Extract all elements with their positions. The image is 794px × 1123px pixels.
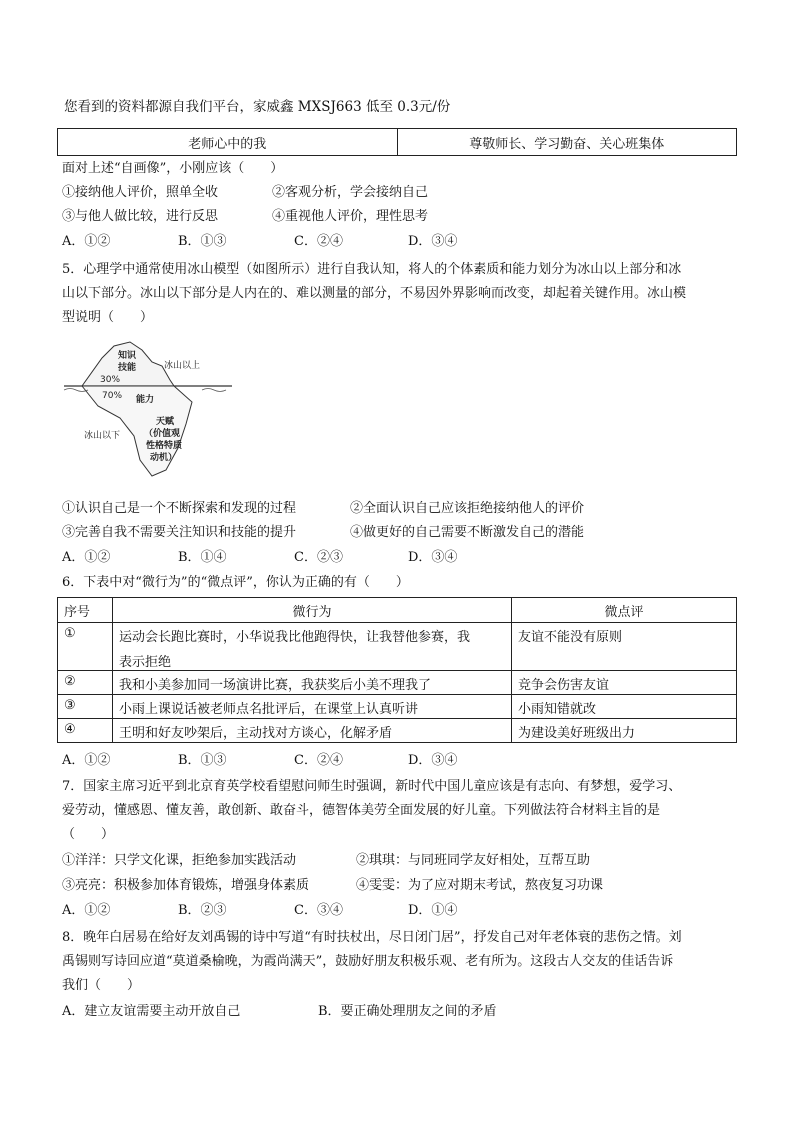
label-talent-line4: 动机） — [150, 453, 178, 463]
q7-stem-line2: 爱劳动，懂感恩、懂友善，敢创新、敢奋斗，德智体美劳全面发展的好儿童。下列做法符合材料主旨的是 — [62, 803, 661, 818]
label-talent-line3: 性格特质 — [146, 441, 183, 451]
row-comment: 小雨知错就改 — [512, 695, 737, 719]
row-behavior: 我和小美参加同一场演讲比赛，我获奖后小美不理我了 — [113, 671, 512, 695]
q8-stem-line3: 我们（ ） — [62, 978, 141, 993]
table-row — [58, 129, 737, 156]
row-comment: 竞争会伤害友谊 — [512, 671, 737, 695]
label-talent-line2: （价值观 — [144, 429, 181, 439]
q8-stem-line2: 禹锡则写诗回应道“莫道桑榆晚，为霞尚满天”，鼓励好朋友积极乐观、老有所为。这段古人交友的佳话告诉 — [62, 954, 674, 969]
q7-choice-d: D．①④ — [408, 903, 458, 918]
col-header-comment: 微点评 — [512, 598, 737, 623]
q4-choice-a: A．①② — [62, 234, 111, 249]
row-comment: 为建设美好班级出力 — [512, 719, 737, 743]
q5-option-4: ④做更好的自己需要不断激发自己的潜能 — [350, 525, 585, 540]
label-above: 冰山以上 — [164, 361, 201, 371]
q4-option-2: ②客观分析，学会接纳自己 — [272, 185, 429, 200]
table-row — [58, 671, 737, 695]
table-row — [58, 719, 737, 743]
q7-option-4: ④雯雯：为了应对期末考试，熬夜复习功课 — [356, 878, 604, 893]
table-header-row — [58, 598, 737, 623]
label-knowledge: 知识 — [118, 351, 137, 361]
row-no: ④ — [58, 719, 113, 743]
q5-stem-line2: 山以下部分。冰山以下部分是人内在的、难以测量的部分，不易因外界影响而改变，却起着关键作用。冰山模 — [62, 286, 687, 301]
q8-stem-line1: 8．晚年白居易在给好友刘禹锡的诗中写道“有时扶杖出，尽日闭门居”，抒发自己对年老体衰的悲伤之情。刘 — [62, 930, 682, 945]
label-ability: 能力 — [136, 395, 155, 405]
header-ad-line: 您看到的资料都源自我们平台，家威鑫 MXSJ663 低至 0.3元/份 — [64, 99, 451, 115]
q4-option-3: ③与他人做比较，进行反思 — [62, 209, 219, 224]
row-behavior: 小雨上课说话被老师点名批评后，在课堂上认真听讲 — [113, 695, 512, 719]
q4-choice-b: B．①③ — [178, 234, 227, 249]
q6-choice-b: B．①③ — [178, 753, 227, 768]
self-image-table — [57, 128, 737, 156]
q7-stem-line3: （ ） — [62, 827, 115, 842]
col-header-no: 序号 — [58, 598, 113, 623]
label-below: 冰山以下 — [84, 431, 121, 441]
q6-stem: 6．下表中对“微行为”的“微点评”，你认为正确的有（ ） — [62, 575, 409, 590]
label-pct-top: 30% — [100, 375, 121, 385]
iceberg-figure — [62, 336, 242, 484]
q5-option-3: ③完善自我不需要关注知识和技能的提升 — [62, 525, 297, 540]
q5-stem-line1: 5．心理学中通常使用冰山模型（如图所示）进行自我认知，将人的个体素质和能力划分为冰山以上部分和冰 — [62, 262, 682, 277]
q4-option-4: ④重视他人评价，理性思考 — [272, 209, 429, 224]
row-no: ① — [58, 623, 113, 671]
q7-choice-a: A．①② — [62, 903, 111, 918]
q4-choice-c: C．②④ — [294, 234, 343, 249]
row-no: ③ — [58, 695, 113, 719]
wave-mark — [202, 389, 226, 392]
row-no: ② — [58, 671, 113, 695]
q7-option-2: ②琪琪：与同班同学友好相处，互帮互助 — [356, 853, 591, 868]
q7-choice-c: C．③④ — [294, 903, 343, 918]
label-talent: 天赋 — [156, 417, 175, 427]
q5-stem-line3: 型说明（ ） — [62, 310, 154, 325]
label-pct-bottom: 70% — [102, 391, 123, 401]
q7-stem-line1: 7．国家主席习近平到北京育英学校看望慰问师生时强调，新时代中国儿童应该是有志向、有梦想，爱学习、 — [62, 779, 682, 794]
q5-choice-c: C．②③ — [294, 550, 343, 565]
table-row — [58, 623, 737, 671]
q4-choice-d: D．③④ — [408, 234, 458, 249]
q7-option-1: ①洋洋：只学文化课，拒绝参加实践活动 — [62, 853, 297, 868]
q7-choice-b: B．②③ — [178, 903, 227, 918]
table-row — [58, 695, 737, 719]
row-behavior — [113, 623, 512, 671]
q5-choice-d: D．③④ — [408, 550, 458, 565]
label-skill: 技能 — [118, 363, 137, 373]
q8-option-b: B．要正确处理朋友之间的矛盾 — [318, 1004, 497, 1019]
iceberg-diagram — [62, 336, 242, 484]
q6-choice-c: C．②④ — [294, 753, 343, 768]
q4-stem: 面对上述“自画像”，小刚应该（ ） — [62, 161, 284, 176]
self-image-label: 老师心中的我 — [58, 129, 398, 156]
self-image-value: 尊敬师长、学习勤奋、关心班集体 — [397, 129, 737, 156]
q5-choice-b: B．①④ — [178, 550, 227, 565]
row-behavior-line1: 运动会长跑比赛时，小华说我比他跑得快，让我替他参赛，我 — [119, 630, 471, 645]
q5-option-2: ②全面认识自己应该拒绝接纳他人的评价 — [350, 501, 585, 516]
row-comment: 友谊不能没有原则 — [512, 623, 737, 671]
q4-option-1: ①接纳他人评价，照单全收 — [62, 185, 219, 200]
q5-choice-a: A．①② — [62, 550, 111, 565]
q8-option-a: A．建立友谊需要主动开放自己 — [62, 1004, 241, 1019]
q5-option-1: ①认识自己是一个不断探索和发现的过程 — [62, 501, 297, 516]
q6-choice-d: D．③④ — [408, 753, 458, 768]
q6-choice-a: A．①② — [62, 753, 111, 768]
col-header-behavior: 微行为 — [113, 598, 512, 623]
q7-option-3: ③亮亮：积极参加体育锻炼，增强身体素质 — [62, 878, 310, 893]
row-behavior-line2: 表示拒绝 — [119, 655, 172, 670]
behavior-table — [57, 597, 737, 743]
row-behavior: 王明和好友吵架后，主动找对方谈心，化解矛盾 — [113, 719, 512, 743]
